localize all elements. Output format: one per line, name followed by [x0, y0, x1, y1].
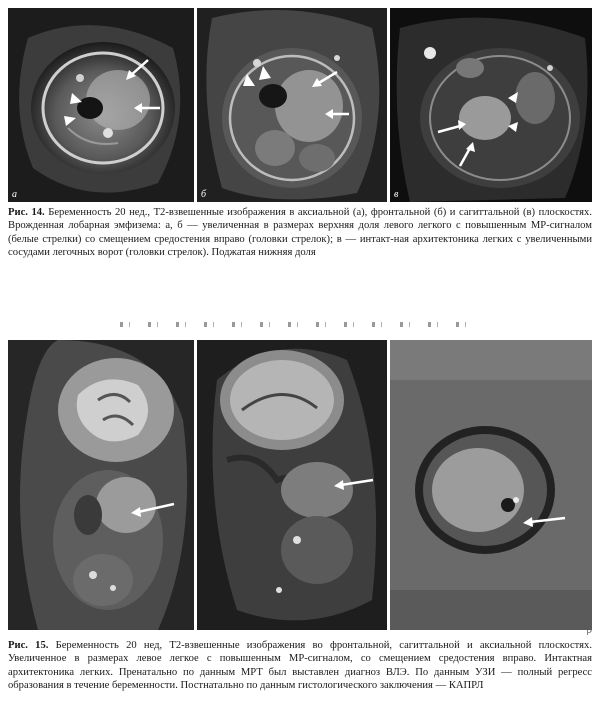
fig15-panel-sagittal — [197, 340, 387, 630]
fig14-caption-text: Беременность 20 нед., Т2-взвешенные изображения в аксиальной (а), фронтальной (б) и сагиттальной (в) плоскостях. Врожденная лобарная эмфизема: а, б — увеличенная в размерах верхняя доля левого легкого с повышенным МР-сигналом (белые стрелки) со смещением средостения вправо (головки стрелок); в — интакт-ная архитектоника легких с увеличенными сосудами легочных ворот (головки стрелок). Поджатая нижняя доля — [8, 207, 592, 259]
panel-label-b: б — [201, 189, 207, 200]
panel-label-c: в — [394, 189, 399, 200]
fig15-caption-label: Рис. 15. — [8, 640, 49, 651]
fig14-mri-sagittal-image — [390, 8, 592, 202]
fig14-panel-b — [197, 8, 387, 202]
fig15-mri-axial-image — [390, 340, 592, 630]
fig14-mri-axial-image — [8, 8, 194, 202]
fig14-caption-label: Рис. 14. — [8, 207, 45, 218]
page-gap — [0, 262, 600, 322]
fig15-mri-frontal-image — [8, 340, 194, 630]
fig15-caption — [8, 639, 592, 693]
bleed-through-line — [120, 322, 480, 327]
panel-label-a: а — [12, 189, 17, 200]
fig14-mri-frontal-image — [197, 8, 387, 202]
fig15-mri-sagittal-image — [197, 340, 387, 630]
fig14-panel-a — [8, 8, 194, 202]
fig15-caption-text: Беременность 20 нед, Т2-взвешенные изображения во фронтальной, сагиттальной и аксиальной плоскостях. Увеличенное в размерах левое легкое с повышенным МР-сигналом, со смещением средостения вправо. Интактная архитектоника легких. Пренатально по данным МРТ был выставлен диагноз ВЛЭ. По данным УЗИ — полный регресс образования в течение беременности. Постнатально по данным гистологического заключения — КАПРЛ — [8, 640, 592, 692]
fig14-caption — [8, 196, 592, 260]
corner-mark: Р — [586, 628, 592, 637]
fig14-panel-c — [390, 8, 592, 202]
fig15-panel-frontal — [8, 340, 194, 630]
fig15-panel-axial — [390, 340, 592, 630]
